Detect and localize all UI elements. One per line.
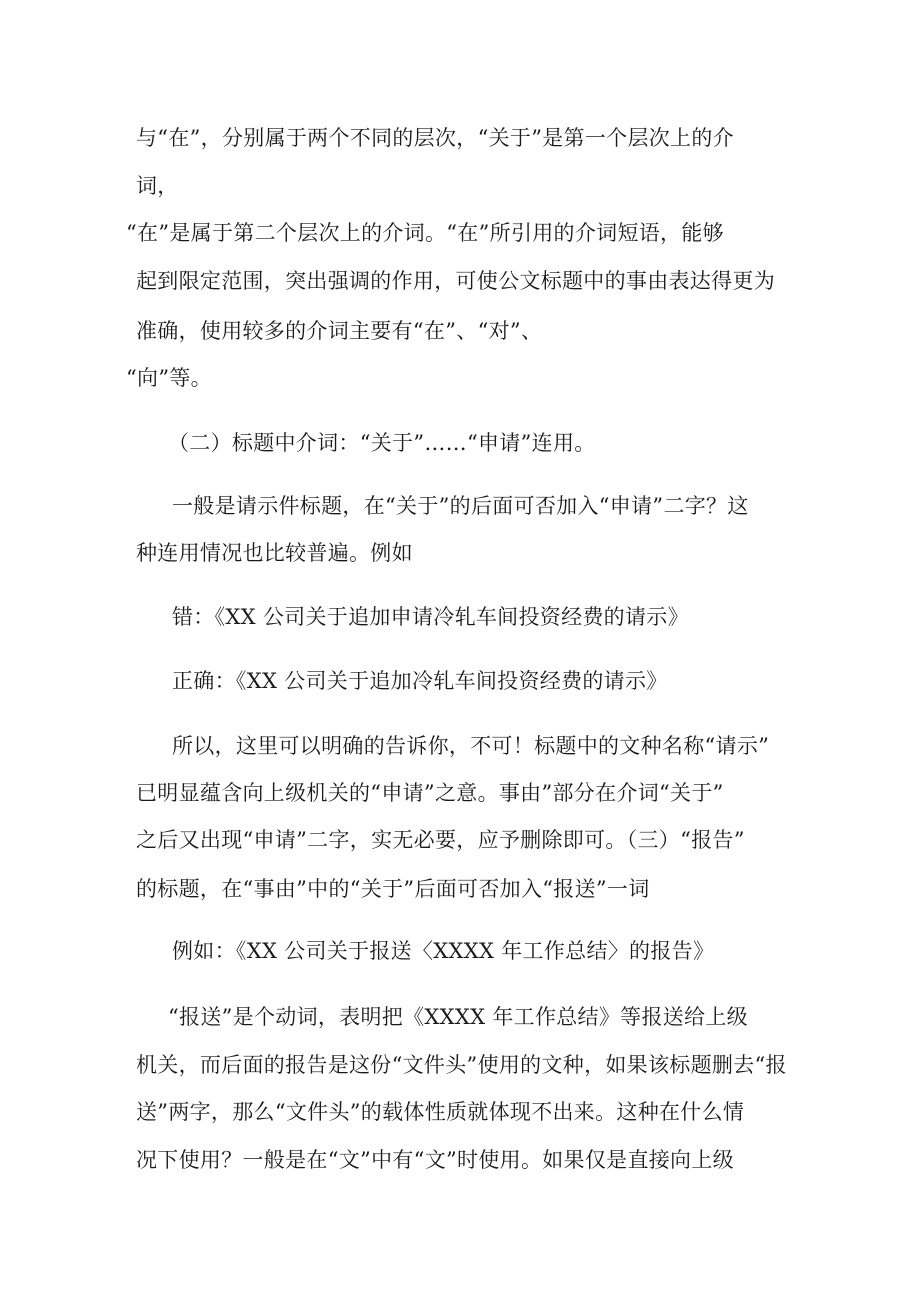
text-line: 机关，而后面的报告是这份“文件头”使用的文种，如果该标题删去“报 (136, 1053, 787, 1077)
section-heading: （二）标题中介词：“关于”……“申请”连用。 (168, 431, 596, 455)
text-line: “报送”是个动词，表明把《XXXX 年工作总结》等报送给上级 (168, 1005, 748, 1029)
example-line: 例如：《XX 公司关于报送〈XXXX 年工作总结〉的报告》 (172, 939, 715, 963)
text-line: 一般是请示件标题，在“关于”的后面可否加入“申请”二字？这 (172, 494, 749, 518)
text-line: 况下使用？一般是在“文”中有“文”时使用。如果仅是直接向上级 (136, 1148, 734, 1172)
text-line: 已明显蕴含向上级机关的“申请”之意。事由”部分在介词“关于” (136, 781, 724, 805)
text-line: 的标题，在“事由”中的“关于”后面可否加入“报送”一词 (136, 877, 650, 901)
text-line: 种连用情况也比较普遍。例如 (136, 541, 413, 565)
text-line: 所以，这里可以明确的告诉你，不可！标题中的文种名称“请示” (172, 734, 770, 758)
text-line: “在”是属于第二个层次上的介词。“在”所引用的介词短语，能够 (126, 221, 724, 245)
text-line: 起到限定范围，突出强调的作用，可使公文标题中的事由表达得更为 (136, 269, 775, 293)
text-line: 准确，使用较多的介词主要有“在”、“对”、 (136, 319, 543, 343)
text-line: 之后又出现“申请”二字，实无必要，应予删除即可。（三）“报告” (136, 828, 745, 852)
text-line: 与“在”，分别属于两个不同的层次，“关于”是第一个层次上的介 (136, 126, 734, 150)
text-line: “向”等。 (126, 366, 212, 390)
text-line: 词， (136, 174, 179, 198)
text-line: 送”两字，那么“文件头”的载体性质就体现不出来。这种在什么情 (136, 1100, 745, 1124)
example-correct: 正确：《XX 公司关于追加冷轧车间投资经费的请示》 (172, 669, 668, 693)
example-wrong: 错：《XX 公司关于追加申请冷轧车间投资经费的请示》 (172, 605, 689, 629)
